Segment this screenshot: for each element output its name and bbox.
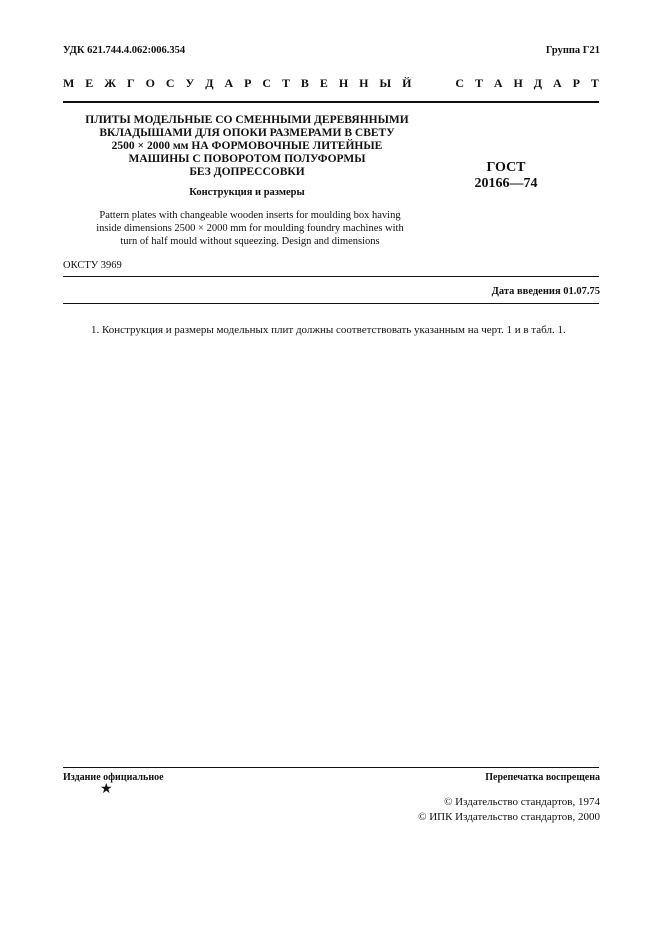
okstu-divider xyxy=(63,276,599,277)
official-edition: Издание официальное xyxy=(63,772,164,783)
intro-date-label: Дата введения xyxy=(491,286,561,297)
heading-letter: Р xyxy=(572,76,580,90)
english-line: turn of half mould without squeezing. Design and dimensions xyxy=(120,236,380,247)
heading-letter: Т xyxy=(281,76,290,90)
heading-letter: Т xyxy=(474,76,483,90)
copyright-line: © ИПК Издательство стандартов, 2000 xyxy=(418,811,600,823)
gost-number: 20166—74 xyxy=(474,176,538,191)
heading-letter: О xyxy=(145,76,155,90)
standard-heading xyxy=(63,76,599,91)
title-line: БЕЗ ДОПРЕССОВКИ xyxy=(189,166,305,178)
title-line: ВКЛАДЫШАМИ ДЛЯ ОПОКИ РАЗМЕРАМИ В СВЕТУ xyxy=(99,127,395,139)
heading-letter: Д xyxy=(205,76,214,90)
footer-divider xyxy=(63,767,599,768)
english-title xyxy=(62,209,438,248)
heading-letter: А xyxy=(493,76,503,90)
copyright-block xyxy=(418,795,600,825)
intro-date-value: 01.07.75 xyxy=(563,286,600,297)
heading-letter: У xyxy=(185,76,195,90)
english-line: inside dimensions 2500 × 2000 mm for moulding foundry machines with xyxy=(96,223,404,234)
heading-letter: А xyxy=(224,76,234,90)
title-line: ПЛИТЫ МОДЕЛЬНЫЕ СО СМЕННЫМИ ДЕРЕВЯННЫМИ xyxy=(85,114,409,126)
heading-letter: Н xyxy=(513,76,523,90)
udk-code: УДК 621.744.4.062:006.354 xyxy=(63,45,186,56)
document-title xyxy=(62,114,432,179)
copyright-line: © Издательство стандартов, 1974 xyxy=(444,796,600,808)
reprint-notice: Перепечатка воспрещена xyxy=(485,772,600,783)
heading-letter: Й xyxy=(402,76,412,90)
english-line: Pattern plates with changeable wooden inserts for moulding box having xyxy=(99,210,401,221)
heading-letter: А xyxy=(552,76,562,90)
group-code: Группа Г21 xyxy=(545,45,600,56)
heading-word-gap xyxy=(422,76,444,91)
heading-letter: Р xyxy=(244,76,252,90)
okstu-code: ОКСТУ 3969 xyxy=(63,260,122,271)
heading-letter: Е xyxy=(319,76,328,90)
introduction-date xyxy=(492,286,600,297)
heading-letter: Ж xyxy=(104,76,117,90)
heading-letter: Ы xyxy=(379,76,392,90)
gost-designation xyxy=(466,160,546,192)
heading-letter: С xyxy=(455,76,464,90)
star-icon: ★ xyxy=(100,782,113,797)
heading-letter: Д xyxy=(533,76,543,90)
heading-letter: Г xyxy=(127,76,135,90)
title-line: МАШИНЫ С ПОВОРОТОМ ПОЛУФОРМЫ xyxy=(128,153,366,165)
heading-letter: Н xyxy=(359,76,369,90)
body-paragraph: 1. Конструкция и размеры модельных плит должны соответствовать указанным на черт. 1 и в табл. 1. xyxy=(91,324,566,336)
heading-letter: М xyxy=(63,76,75,90)
heading-letter: Н xyxy=(338,76,349,90)
title-line: 2500 × 2000 мм НА ФОРМОВОЧНЫЕ ЛИТЕЙНЫЕ xyxy=(111,140,383,152)
heading-letter: Т xyxy=(590,76,599,90)
heading-letter: В xyxy=(300,76,309,90)
heading-letter: С xyxy=(262,76,272,90)
date-divider xyxy=(63,303,599,304)
document-subtitle: Конструкция и размеры xyxy=(189,187,305,198)
gost-label: ГОСТ xyxy=(486,160,526,175)
heading-letter: С xyxy=(165,76,175,90)
heading-letter: Е xyxy=(85,76,94,90)
header-divider xyxy=(63,101,599,103)
